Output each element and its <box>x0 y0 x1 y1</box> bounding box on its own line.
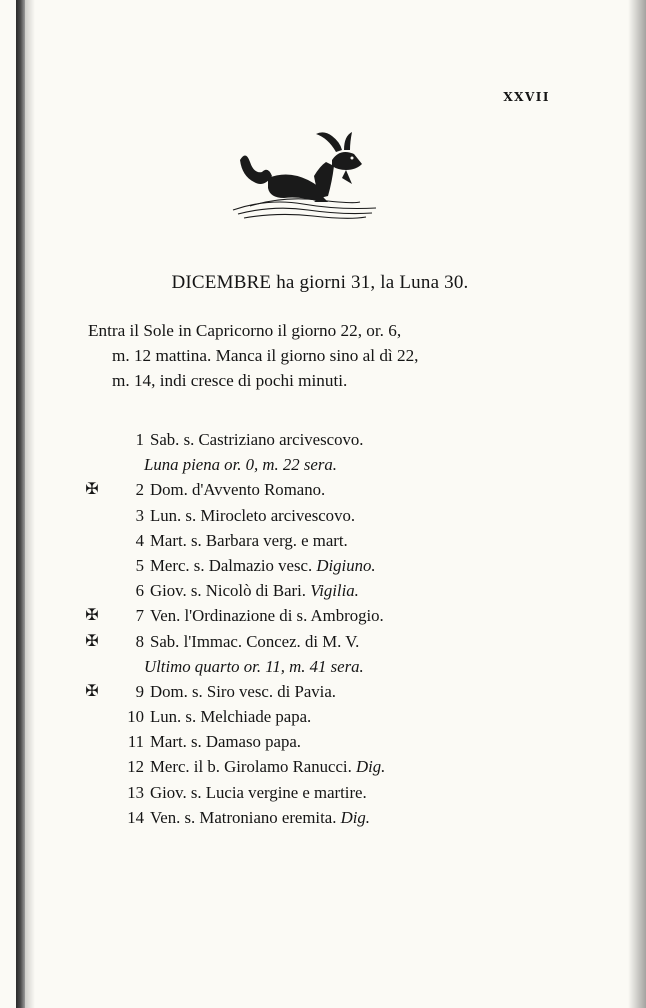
cross-icon: ✠ <box>85 481 99 499</box>
entry-text: Giov. s. Lucia vergine e martire. <box>150 782 367 802</box>
day-text <box>150 503 355 528</box>
page-edge-shadow <box>628 0 646 1008</box>
entry-text: Merc. il b. Girolamo Ranucci. <box>150 757 352 777</box>
cross-icon: ✠ <box>85 632 99 650</box>
day-number: 4 <box>135 530 144 550</box>
moon-note: Luna piena or. 0, m. 22 sera. <box>144 455 337 475</box>
entry-text: Lun. s. Mirocleto arcivescovo. <box>150 505 356 525</box>
calendar-entries <box>80 427 540 830</box>
book-spine <box>16 0 25 1008</box>
day-text <box>150 629 359 654</box>
observance: Dig. <box>340 807 370 827</box>
day-text <box>150 477 325 502</box>
day-text <box>150 553 376 578</box>
day-number: 14 <box>127 807 144 827</box>
day-number: 12 <box>127 757 144 777</box>
entry-text: Giov. s. Nicolò di Bari. <box>150 581 306 601</box>
calendar-entry <box>80 528 540 553</box>
calendar-entry <box>80 503 540 528</box>
day-number: 6 <box>135 581 144 601</box>
entry-text: Mart. s. Damaso papa. <box>150 732 301 752</box>
observance: Vigilia. <box>310 581 359 601</box>
page-number: XXVII <box>503 90 550 104</box>
calendar-entry <box>80 578 540 603</box>
day-text <box>150 729 301 754</box>
day-text <box>150 603 384 628</box>
day-text <box>150 679 336 704</box>
day-text <box>150 528 348 553</box>
entry-text: Sab. s. Castriziano arcivescovo. <box>150 430 364 449</box>
calendar-entry <box>80 553 540 578</box>
day-number: 8 <box>135 631 144 651</box>
day-number: 1 <box>135 430 144 449</box>
intro-line: Entra il Sole in Capricorno il giorno 22, or. 6, <box>88 321 402 340</box>
observance: Dig. <box>356 757 386 777</box>
entry-text: Dom. s. Siro vesc. di Pavia. <box>150 681 336 701</box>
day-number: 3 <box>135 505 144 525</box>
intro-paragraph <box>88 318 548 393</box>
calendar-entry <box>80 679 540 704</box>
day-text <box>150 704 311 729</box>
day-number: 10 <box>127 707 144 727</box>
day-text <box>150 578 359 603</box>
day-number: 2 <box>135 480 144 500</box>
entry-text: Dom. d'Avvento Romano. <box>150 480 326 500</box>
calendar-entry <box>80 629 540 654</box>
entry-text: Lun. s. Melchiade papa. <box>150 707 312 727</box>
calendar-entry <box>80 729 540 754</box>
entry-text: Ven. s. Matroniano eremita. <box>150 807 337 827</box>
day-number: 11 <box>127 732 144 752</box>
moon-note: Ultimo quarto or. 11, m. 41 sera. <box>144 656 364 676</box>
cross-icon: ✠ <box>85 682 99 700</box>
day-number: 13 <box>127 782 144 802</box>
cross-icon: ✠ <box>85 607 99 625</box>
entry-text: Mart. s. Barbara verg. e mart. <box>150 530 348 550</box>
day-text <box>150 780 367 805</box>
day-text <box>150 427 363 452</box>
calendar-entry <box>80 427 540 452</box>
observance: Digiuno. <box>316 555 376 575</box>
calendar-entry <box>80 477 540 502</box>
intro-line: m. 14, indi cresce di pochi minuti. <box>112 371 348 390</box>
calendar-entry <box>80 754 540 779</box>
calendar-entry <box>80 603 540 628</box>
gutter-shadow <box>25 0 35 1008</box>
moon-phase-note <box>80 452 540 477</box>
entry-text: Sab. l'Immac. Concez. di M. V. <box>150 631 360 651</box>
capricorn-icon <box>228 126 378 221</box>
calendar-entry <box>80 704 540 729</box>
day-number: 7 <box>135 606 144 626</box>
day-number: 5 <box>135 555 144 575</box>
month-title: DICEMBRE ha giorni 31, la Luna 30. <box>171 272 469 293</box>
entry-text: Ven. l'Ordinazione di s. Ambrogio. <box>150 606 384 626</box>
calendar-entry <box>80 805 540 830</box>
day-text <box>150 805 370 830</box>
intro-line: m. 12 mattina. Manca il giorno sino al dì 22, <box>112 346 419 365</box>
day-text <box>150 754 385 779</box>
calendar-entry <box>80 780 540 805</box>
entry-text: Merc. s. Dalmazio vesc. <box>150 555 313 575</box>
moon-phase-note <box>80 654 540 679</box>
day-number: 9 <box>135 681 144 701</box>
